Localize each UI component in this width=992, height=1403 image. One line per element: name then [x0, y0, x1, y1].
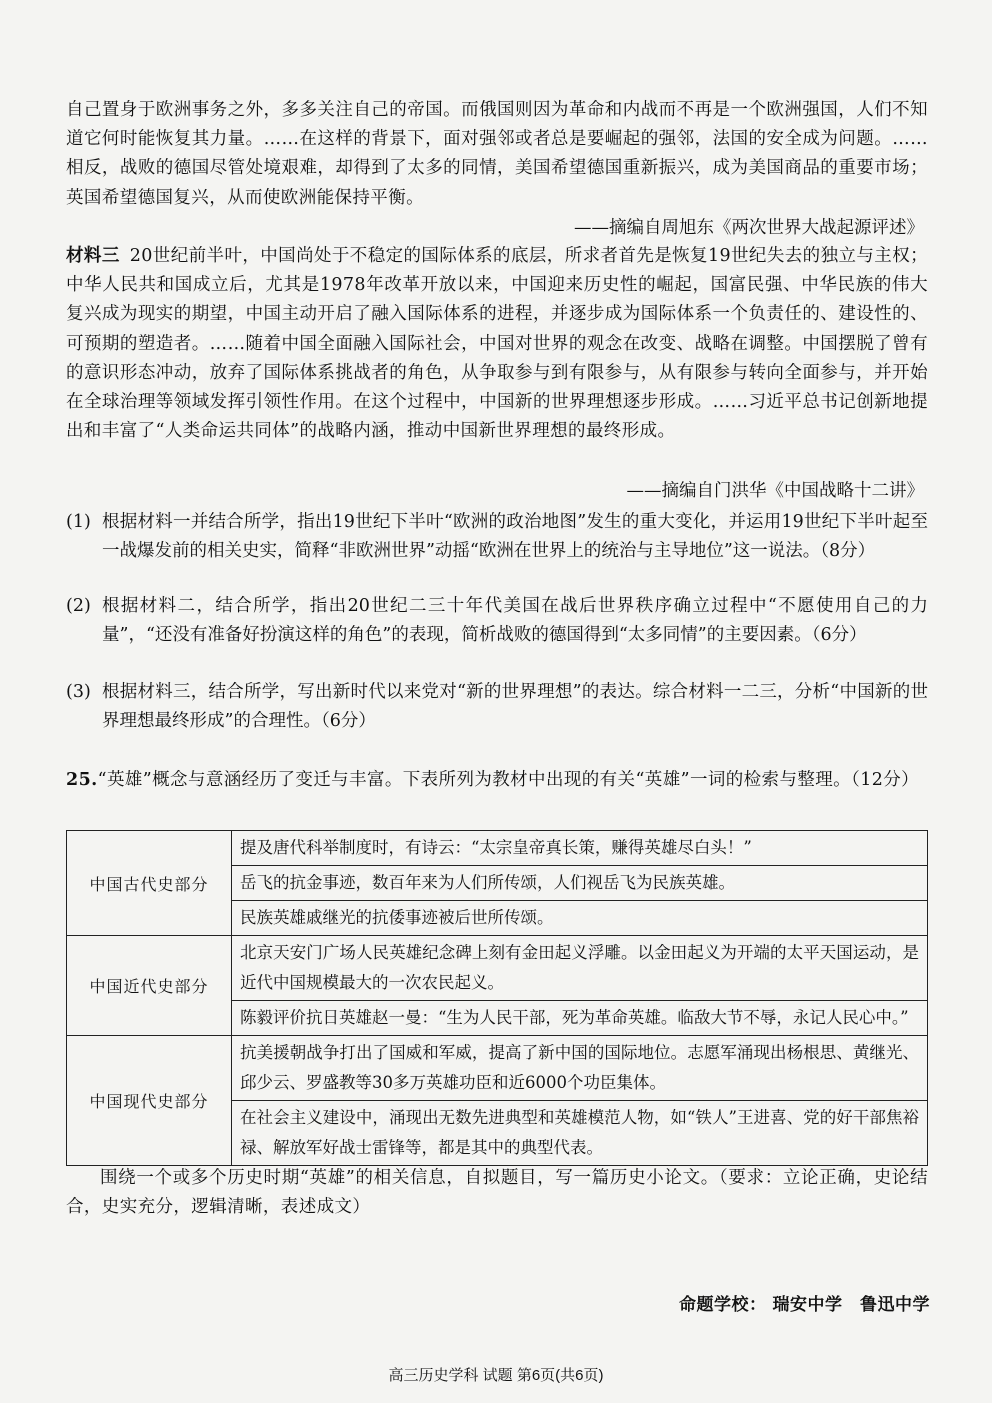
- material-3-paragraph: [66, 242, 928, 446]
- question-number: (2): [66, 596, 91, 616]
- table-cell: 在社会主义建设中，涌现出无数先进典型和英雄模范人物，如“铁人”王进喜、党的好干部焦裕禄、解放军好战士雷锋等，都是其中的典型代表。: [232, 1101, 928, 1166]
- hero-table: [66, 830, 928, 1166]
- question-2: [66, 592, 928, 650]
- material-2-source: ——摘编自周旭东《两次世界大战起源评述》: [574, 218, 924, 238]
- material-3-text: 20世纪前半叶，中国尚处于不稳定的国际体系的底层，所求者首先是恢复19世纪失去的独立与主权；中华人民共和国成立后，尤其是1978年改革开放以来，中国迎来历史性的崛起，国富民强、中华民族的伟大复兴成为现实的期望，中国主动开启了融入国际体系的进程，并逐步成为国际体系一个负责任的、建设性的、可预期的塑造者。……随着中国全面融入国际社会，中国对世界的观念在改变、战略在调整。中国摆脱了曾有的意识形态冲动，放弃了国际体系挑战者的角色，从争取参与到有限参与，从有限参与转向全面参与，并开始在全球治理等领域发挥引领性作用。在这个过程中，中国新的世界理想逐步形成。……习近平总书记创新地提出和丰富了“人类命运共同体”的战略内涵，推动中国新世界理想的最终形成。: [66, 246, 929, 442]
- question-number: (1): [66, 512, 91, 532]
- category-ancient: 中国古代史部分: [67, 831, 232, 936]
- material-3-source: ——摘编自门洪华《中国战略十二讲》: [626, 481, 924, 501]
- table-cell: 抗美援朝战争打出了国威和军威，提高了新中国的国际地位。志愿军涌现出杨根思、黄继光、邱少云、罗盛教等30多万英雄功臣和近6000个功臣集体。: [232, 1036, 928, 1101]
- table-cell: 北京天安门广场人民英雄纪念碑上刻有金田起义浮雕。以金田起义为开端的太平天国运动，是近代中国规模最大的一次农民起义。: [232, 936, 928, 1001]
- setter-schools: [679, 1290, 930, 1315]
- category-modern: 中国近代史部分: [67, 936, 232, 1036]
- question-1: [66, 508, 928, 566]
- table-cell: 岳飞的抗金事迹，数百年来为人们所传颂，人们视岳飞为民族英雄。: [232, 866, 928, 901]
- page-footer: 高三历史学科 试题 第6页(共6页): [388, 1367, 604, 1384]
- question-text: 根据材料二，结合所学，指出20世纪二三十年代美国在战后世界秩序确立过程中“不愿使用自己的力量”，“还没有准备好扮演这样的角色”的表现，简析战败的德国得到“太多同情”的主要因素。（6分）: [102, 596, 928, 646]
- question-text: 根据材料一并结合所学，指出19世纪下半叶“欧洲的政治地图”发生的重大变化，并运用19世纪下半叶起至一战爆发前的相关史实，简释“非欧洲世界”动摇“欧洲在世界上的统治与主导地位”这一说法。（8分）: [102, 512, 928, 562]
- essay-task: 围绕一个或多个历史时期“英雄”的相关信息，自拟题目，写一篇历史小论文。（要求：立论正确，史论结合，史实充分，逻辑清晰，表述成文）: [66, 1168, 928, 1218]
- table-row: [67, 936, 928, 1001]
- question-text: 根据材料三，结合所学，写出新时代以来党对“新的世界理想”的表达。综合材料一二三，分析“中国新的世界理想最终形成”的合理性。（6分）: [102, 682, 928, 732]
- question-number: (3): [66, 682, 91, 702]
- table-row: [67, 1036, 928, 1101]
- table-cell: 民族英雄戚继光的抗倭事迹被后世所传颂。: [232, 901, 928, 936]
- question-25-text: “英雄”概念与意涵经历了变迁与丰富。下表所列为教材中出现的有关“英雄”一词的检索与整理。（12分）: [97, 770, 920, 790]
- material-2-text: 自己置身于欧洲事务之外，多多关注自己的帝国。而俄国则因为革命和内战而不再是一个欧洲强国，人们不知道它何时能恢复其力量。……在这样的背景下，面对强邻或者总是要崛起的强邻，法国的安全成为问题。……相反，战败的德国尽管处境艰难，却得到了太多的同情，美国希望德国重新振兴，成为美国商品的重要市场；英国希望德国复兴，从而使欧洲能保持平衡。: [66, 100, 928, 208]
- table-cell: 提及唐代科举制度时，有诗云：“太宗皇帝真长策，赚得英雄尽白头！”: [232, 831, 928, 866]
- material-3-label: 材料三: [66, 246, 120, 266]
- table-cell: 陈毅评价抗日英雄赵一曼：“生为人民干部，死为革命英雄。临敌大节不辱，永记人民心中。”: [232, 1001, 928, 1036]
- setter-label: 命题学校：: [679, 1295, 767, 1314]
- question-25-heading: [66, 766, 928, 795]
- question-3: [66, 678, 928, 736]
- setter-names: 瑞安中学 鲁迅中学: [772, 1295, 930, 1314]
- category-contemporary: 中国现代史部分: [67, 1036, 232, 1166]
- question-25-number: 25.: [66, 770, 98, 790]
- table-row: [67, 831, 928, 866]
